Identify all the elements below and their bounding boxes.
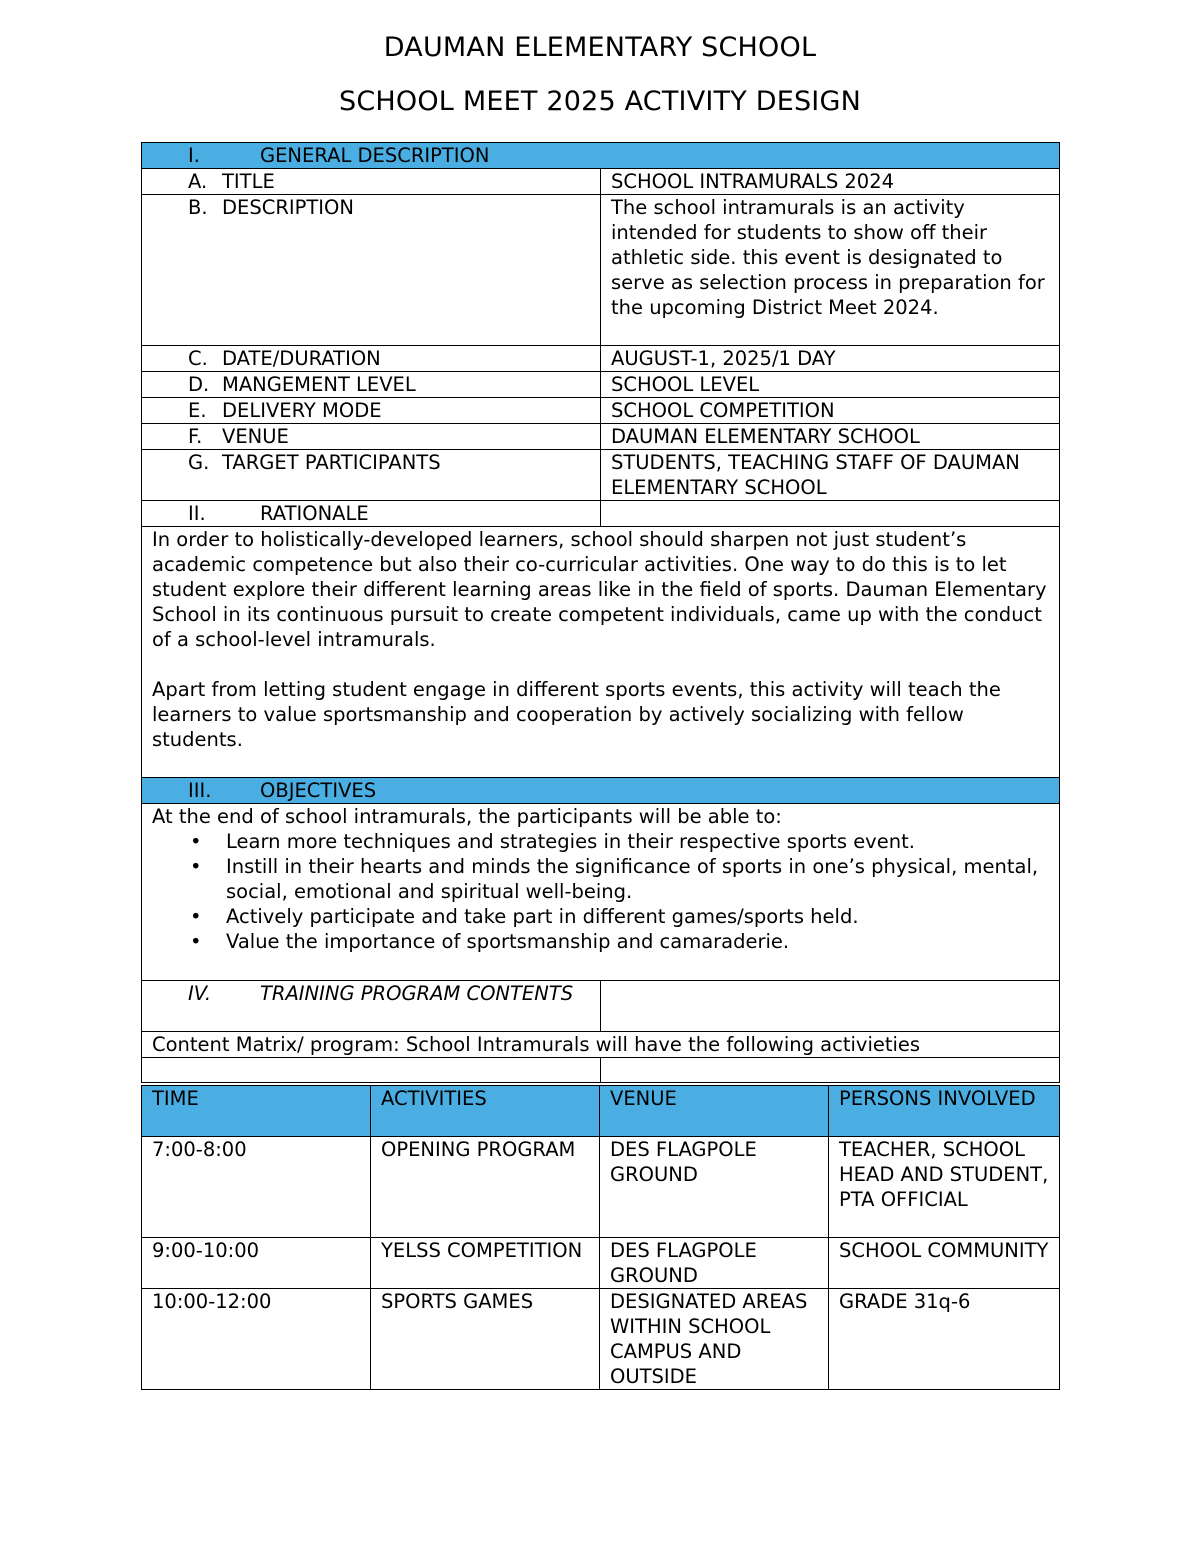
row-value: SCHOOL LEVEL: [601, 372, 1060, 398]
cell-venue: DESIGNATED AREAS WITHIN SCHOOL CAMPUS AND OUTSIDE: [600, 1289, 829, 1390]
row-key: B.: [188, 196, 208, 219]
cell-persons: GRADE 31q-6: [829, 1289, 1060, 1390]
row-value: DAUMAN ELEMENTARY SCHOOL: [601, 424, 1060, 450]
section-title: GENERAL DESCRIPTION: [260, 144, 490, 167]
activity-design-table: [141, 142, 1060, 1083]
section-rationale-header: [142, 501, 1060, 527]
row-key: D.: [188, 373, 210, 396]
cell-time: 9:00-10:00: [142, 1238, 371, 1289]
row-value: SCHOOL COMPETITION: [601, 398, 1060, 424]
list-item: • Actively participate and take part in different games/sports held.: [226, 904, 1049, 929]
row-key: A.: [188, 170, 208, 193]
objectives-list: [152, 829, 1049, 954]
cell-venue: DES FLAGPOLE GROUND: [600, 1137, 829, 1238]
list-item: • Learn more techniques and strategies in their respective sports event.: [226, 829, 1049, 854]
table-row: [142, 1058, 1060, 1083]
row-label: TARGET PARTICIPANTS: [222, 451, 441, 474]
table-row: [142, 169, 1060, 195]
row-key: E.: [188, 399, 207, 422]
row-label: MANGEMENT LEVEL: [222, 373, 416, 396]
section-title: OBJECTIVES: [260, 779, 377, 802]
table-row: [142, 1289, 1060, 1390]
list-item: • Instill in their hearts and minds the significance of sports in one’s physical, mental, social, emotional and spiritual well-being.: [226, 854, 1049, 904]
school-name: DAUMAN ELEMENTARY SCHOOL: [383, 32, 817, 63]
section-number: IV.: [188, 982, 212, 1005]
objectives-intro: At the end of school intramurals, the participants will be able to:: [152, 805, 782, 828]
cell-activity: OPENING PROGRAM: [371, 1137, 600, 1238]
cell-persons: SCHOOL COMMUNITY: [829, 1238, 1060, 1289]
cell-time: 7:00-8:00: [142, 1137, 371, 1238]
cell-venue: DES FLAGPOLE GROUND: [600, 1238, 829, 1289]
table-row: [142, 450, 1060, 501]
row-value: SCHOOL INTRAMURALS 2024: [601, 169, 1060, 195]
section-number: II.: [188, 502, 206, 525]
row-key: C.: [188, 347, 208, 370]
row-label: DATE/DURATION: [222, 347, 381, 370]
column-header: PERSONS INVOLVED: [829, 1086, 1060, 1137]
row-value: STUDENTS, TEACHING STAFF OF DAUMAN ELEMENTARY SCHOOL: [601, 450, 1060, 501]
section-general-description-header: [142, 143, 1060, 169]
table-row: [142, 1137, 1060, 1238]
row-label: DELIVERY MODE: [222, 399, 382, 422]
cell-persons: TEACHER, SCHOOL HEAD AND STUDENT, PTA OFFICIAL: [829, 1137, 1060, 1238]
row-value: The school intramurals is an activity intended for students to show off their athletic side. this event is designated to serve as selection process in preparation for the upcoming District Meet 2024.: [601, 195, 1060, 346]
rationale-paragraph-2: Apart from letting student engage in different sports events, this activity will teach the learners to value sportsmanship and cooperation by actively socializing with fellow students.: [152, 678, 1001, 751]
content-matrix-row: [142, 1032, 1060, 1058]
cell-activity: YELSS COMPETITION: [371, 1238, 600, 1289]
objectives-body: [142, 804, 1060, 981]
section-title: TRAINING PROGRAM CONTENTS: [260, 982, 574, 1005]
column-header: VENUE: [600, 1086, 829, 1137]
column-header: TIME: [142, 1086, 371, 1137]
table-row: [142, 398, 1060, 424]
rationale-body: [142, 527, 1060, 778]
table-row: [142, 372, 1060, 398]
schedule-header-row: [142, 1086, 1060, 1137]
row-label: VENUE: [222, 425, 289, 448]
column-header: ACTIVITIES: [371, 1086, 600, 1137]
section-training-header: [142, 981, 1060, 1032]
cell-time: 10:00-12:00: [142, 1289, 371, 1390]
section-number: I.: [188, 144, 200, 167]
row-key: G.: [188, 451, 210, 474]
row-key: F.: [188, 425, 203, 448]
table-row: [142, 1238, 1060, 1289]
content-matrix-text: Content Matrix/ program: School Intramurals will have the following activieties: [142, 1032, 1060, 1058]
row-label: TITLE: [222, 170, 275, 193]
schedule-table: [141, 1085, 1060, 1390]
list-item: • Value the importance of sportsmanship and camaraderie.: [226, 929, 1049, 954]
document-title: SCHOOL MEET 2025 ACTIVITY DESIGN: [339, 86, 861, 117]
table-row: [142, 195, 1060, 346]
row-label: DESCRIPTION: [222, 196, 354, 219]
section-objectives-header: [142, 778, 1060, 804]
table-row: [142, 424, 1060, 450]
row-value: AUGUST-1, 2025/1 DAY: [601, 346, 1060, 372]
section-number: III.: [188, 779, 212, 802]
section-title: RATIONALE: [260, 502, 369, 525]
table-row: [142, 346, 1060, 372]
cell-activity: SPORTS GAMES: [371, 1289, 600, 1390]
rationale-paragraph-1: In order to holistically-developed learners, school should sharpen not just student’s academic competence but also their co-curricular activities. One way to do this is to let student explore their different learning areas like in the field of sports. Dauman Elementary School in its continuous pursuit to create competent individuals, came up with the conduct of a school-level intramurals.: [152, 528, 1047, 651]
